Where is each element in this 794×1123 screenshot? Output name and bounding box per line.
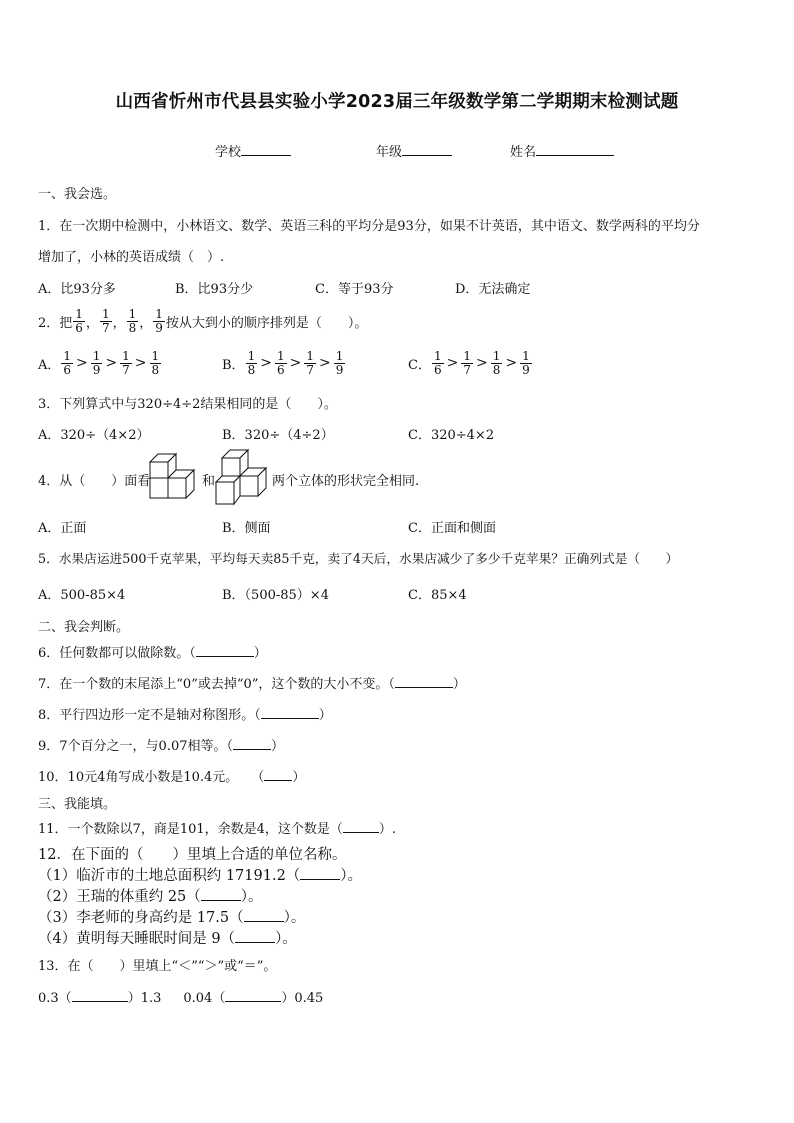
q13-line: 0.3（ ）1.3 0.04（ ）0.45 <box>38 991 324 1006</box>
q4-part2: 和 <box>202 474 216 489</box>
greater-than-sign: > <box>318 355 331 371</box>
q4-part1: 4．从（ ）面看 <box>38 474 151 489</box>
q3-option-c: C．320÷4×2 <box>408 428 495 443</box>
greater-than-sign: > <box>475 355 488 371</box>
fraction: $\frac{1}{7}$ <box>463 348 471 377</box>
fraction: $\frac{1}{9}$ <box>155 306 163 335</box>
q2-option-b <box>222 345 346 381</box>
greater-than-sign: > <box>134 355 147 371</box>
answer-blank[interactable] <box>235 942 275 943</box>
fraction: $\frac{1}{8}$ <box>151 348 160 377</box>
grade-label: 年级 <box>376 145 403 160</box>
q12-title: 12．在下面的（ ）里填上合适的单位名称。 <box>38 847 347 863</box>
answer-blank[interactable] <box>233 749 271 750</box>
q10-line: 10．10元4角写成小数是10.4元。 （ ） <box>38 770 306 785</box>
cube-figure-left <box>148 452 202 502</box>
option-label: B． <box>222 357 245 373</box>
fraction: $\frac{1}{9}$ <box>522 348 530 377</box>
q3-question: 3．下列算式中与320÷4÷2结果相同的是（ ）。 <box>38 397 337 412</box>
answer-blank[interactable] <box>300 879 340 880</box>
fraction: $\frac{1}{9}$ <box>335 348 344 377</box>
q1-option-d: D．无法确定 <box>455 282 531 297</box>
answer-blank[interactable] <box>343 832 379 833</box>
q1-option-c: C．等于93分 <box>315 282 394 297</box>
answer-blank[interactable] <box>201 900 241 901</box>
q12-item-1: （1）临沂市的土地总面积约 17191.2（ ）。 <box>38 868 363 884</box>
q1-line2: 增加了，小林的英语成绩（ ）. <box>38 250 225 265</box>
name-label: 姓名 <box>510 145 537 160</box>
q2-prefix: 2．把 <box>38 315 73 331</box>
q8-line: 8．平行四边形一定不是轴对称图形。（ ） <box>38 708 332 723</box>
fraction: $\frac{1}{6}$ <box>276 348 285 377</box>
answer-blank[interactable] <box>196 656 254 657</box>
fraction: $\frac{1}{7}$ <box>306 348 314 377</box>
section-heading-2: 二、我会判断。 <box>38 620 130 635</box>
fraction: $\frac{1}{9}$ <box>92 348 101 377</box>
fraction: $\frac{1}{6}$ <box>63 348 72 377</box>
option-label: A． <box>38 357 61 373</box>
fraction: $\frac{1}{8}$ <box>492 348 501 377</box>
option-label: C． <box>408 357 431 373</box>
fraction: $\frac{1}{7}$ <box>101 306 110 335</box>
answer-blank[interactable] <box>264 780 292 781</box>
q4-option-b: B．侧面 <box>222 521 271 536</box>
q3-option-a: A．320÷（4×2） <box>38 428 150 443</box>
fraction: $\frac{1}{8}$ <box>247 348 256 377</box>
q6-line: 6．任何数都可以做除数。（ ） <box>38 646 267 661</box>
q12-item-4: （4）黄明每天睡眠时间是 9（ ）。 <box>38 931 297 947</box>
greater-than-sign: > <box>105 355 118 371</box>
cube-figure-right <box>214 448 272 506</box>
answer-blank[interactable] <box>244 921 284 922</box>
name-field <box>510 141 614 160</box>
section-heading-1: 一、我会选。 <box>38 187 117 202</box>
q11-line: 11．一个数除以7，商是101，余数是4，这个数是（ ）. <box>38 822 397 837</box>
page-title: 山西省忻州市代县县实验小学2023届三年级数学第二学期期末检测试题 <box>115 92 679 112</box>
q7-line: 7．在一个数的末尾添上“0”或去掉“0”，这个数的大小不变。（ ） <box>38 677 466 692</box>
q5-option-b: B．（500-85）×4 <box>222 588 329 603</box>
fraction: $\frac{1}{8}$ <box>128 306 137 335</box>
q2-suffix: 按从大到小的顺序排列是（ ）。 <box>165 315 368 331</box>
q13-title: 13．在（ ）里填上“＜”“＞”或“＝”。 <box>38 959 277 974</box>
q5-question: 5．水果店运进500千克苹果，平均每天卖85千克，卖了4天后，水果店减少了多少千克苹果？正确列式是（ ） <box>38 551 679 566</box>
school-field <box>215 141 291 160</box>
q1-option-b: B．比93分少 <box>175 282 254 297</box>
grade-field <box>376 141 452 160</box>
answer-blank[interactable] <box>72 1001 128 1002</box>
answer-blank[interactable] <box>225 1001 281 1002</box>
q4-part3: 两个立体的形状完全相同. <box>272 474 420 489</box>
greater-than-sign: > <box>446 355 459 371</box>
q2-option-a <box>38 345 162 381</box>
q4-option-c: C．正面和侧面 <box>408 521 496 536</box>
q4-option-a: A．正面 <box>38 521 87 536</box>
q1-option-a: A．比93分多 <box>38 282 116 297</box>
school-label: 学校 <box>215 145 242 160</box>
q3-option-b: B．320÷（4÷2） <box>222 428 334 443</box>
greater-than-sign: > <box>289 355 302 371</box>
q12-item-2: （2）王瑞的体重约 25（ ）。 <box>38 889 263 905</box>
answer-blank[interactable] <box>395 687 453 688</box>
greater-than-sign: > <box>260 355 272 371</box>
q12-item-3: （3）李老师的身高约是 17.5（ ）。 <box>38 910 306 926</box>
q5-option-c: C．85×4 <box>408 588 467 603</box>
q1-line1: 1．在一次期中检测中，小林语文、数学、英语三科的平均分是93分，如果不计英语，其中语文、数学两科的平均分 <box>38 219 700 234</box>
fraction: $\frac{1}{7}$ <box>122 348 130 377</box>
greater-than-sign: > <box>76 355 88 371</box>
q2-question: 2．把 $\frac{1}{6}$ ， $\frac{1}{7}$ ， $\frac{1}{8}$ ， $\frac{1}{9}$ 按从大到小的顺序排列是（ ）。 <box>38 306 368 335</box>
greater-than-sign: > <box>505 355 518 371</box>
section-heading-3: 三、我能填。 <box>38 797 117 812</box>
fraction: $\frac{1}{6}$ <box>75 306 83 335</box>
q9-line: 9．7个百分之一，与0.07相等。（ ） <box>38 739 285 754</box>
fraction: $\frac{1}{6}$ <box>433 348 442 377</box>
q2-option-c <box>408 345 533 381</box>
q5-option-a: A．500-85×4 <box>38 588 126 603</box>
answer-blank[interactable] <box>261 718 319 719</box>
